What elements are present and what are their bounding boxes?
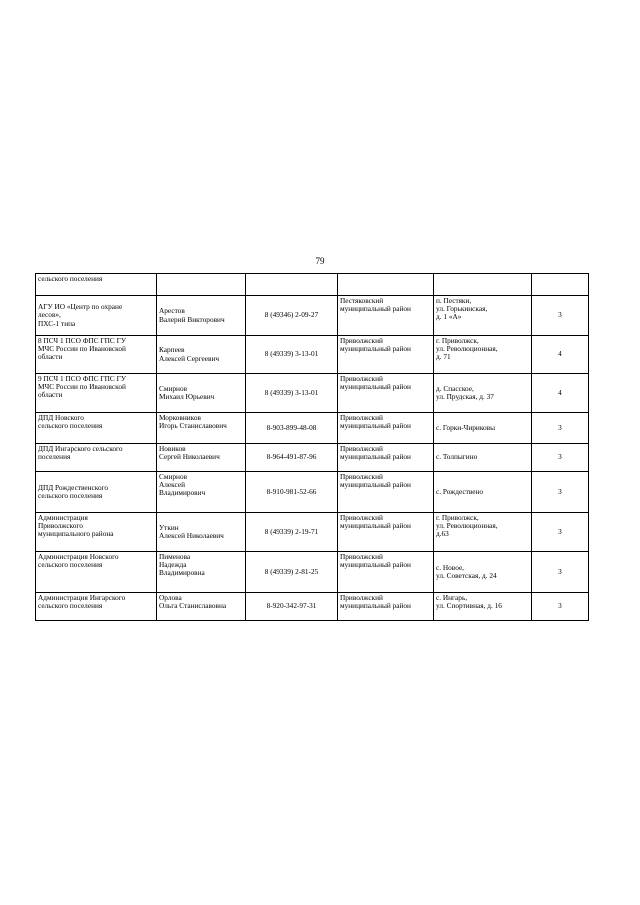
address-cell xyxy=(434,274,532,296)
table-row xyxy=(36,336,589,374)
organization-cell: ДПД Новского сельского поселения xyxy=(36,413,157,444)
page-number: 79 xyxy=(315,256,325,266)
district-cell: Приволжский муниципальный район xyxy=(338,413,434,444)
district-cell: Приволжский муниципальный район xyxy=(338,444,434,472)
phone-cell: 8 (49339) 3-13-01 xyxy=(246,336,338,374)
count-cell xyxy=(532,274,589,296)
count-cell: 3 xyxy=(532,472,589,513)
responsible-person-cell: Смирнов Михаил Юрьевич xyxy=(157,374,246,413)
district-cell: Пестяковский муниципальный район xyxy=(338,296,434,336)
phone-cell: 8 (49346) 2-09-27 xyxy=(246,296,338,336)
district-cell: Приволжский муниципальный район xyxy=(338,513,434,552)
district-cell xyxy=(338,274,434,296)
table-row xyxy=(36,296,589,336)
address-cell: д. Спасское, ул. Прудская, д. 37 xyxy=(434,374,532,413)
count-cell: 3 xyxy=(532,296,589,336)
table-row xyxy=(36,374,589,413)
phone-cell: 8 (49339) 2-19-71 xyxy=(246,513,338,552)
table-row xyxy=(36,552,589,593)
address-cell: п. Пестяки, ул. Горькинская, д. 1 «А» xyxy=(434,296,532,336)
table-row xyxy=(36,274,589,296)
phone-cell: 8-920-342-97-31 xyxy=(246,593,338,621)
responsible-person-cell: Морковников Игорь Станиславович xyxy=(157,413,246,444)
responsible-person-cell: Новиков Сергей Николаевич xyxy=(157,444,246,472)
table-row xyxy=(36,444,589,472)
responsible-person-cell xyxy=(157,274,246,296)
responsible-person-cell: Карпеев Алексей Сергеевич xyxy=(157,336,246,374)
count-cell: 3 xyxy=(532,413,589,444)
district-cell: Приволжский муниципальный район xyxy=(338,552,434,593)
organization-cell: 9 ПСЧ 1 ПСО ФПС ГПС ГУ МЧС России по Ивановской области xyxy=(36,374,157,413)
address-cell: с. Рождествено xyxy=(434,472,532,513)
organization-cell: Администрация Приволжского муниципального района xyxy=(36,513,157,552)
units-table xyxy=(35,273,589,621)
table-row xyxy=(36,513,589,552)
phone-cell: 8 (49339) 3-13-01 xyxy=(246,374,338,413)
phone-cell xyxy=(246,274,338,296)
address-cell: г. Приволжск, ул. Революционная, д.63 xyxy=(434,513,532,552)
responsible-person-cell: Орлова Ольга Станиславовна xyxy=(157,593,246,621)
count-cell: 4 xyxy=(532,374,589,413)
organization-cell: сельского поселения xyxy=(36,274,157,296)
address-cell: с. Горки-Чириковы xyxy=(434,413,532,444)
count-cell: 4 xyxy=(532,336,589,374)
phone-cell: 8 (49339) 2-81-25 xyxy=(246,552,338,593)
address-cell: г. Приволжск, ул. Революционная, д. 71 xyxy=(434,336,532,374)
district-cell: Приволжский муниципальный район xyxy=(338,593,434,621)
count-cell: 3 xyxy=(532,444,589,472)
address-cell: с. Новое, ул. Советская, д. 24 xyxy=(434,552,532,593)
count-cell: 3 xyxy=(532,552,589,593)
count-cell: 3 xyxy=(532,593,589,621)
address-cell: с. Толпыгино xyxy=(434,444,532,472)
responsible-person-cell: Смирнов Алексей Владимирович xyxy=(157,472,246,513)
organization-cell: Администрация Ингарского сельского поселения xyxy=(36,593,157,621)
phone-cell: 8-910-981-52-66 xyxy=(246,472,338,513)
table-row xyxy=(36,472,589,513)
responsible-person-cell: Пименова Надежда Владимировна xyxy=(157,552,246,593)
table-row xyxy=(36,593,589,621)
organization-cell: ДПД Ингарского сельского поселения xyxy=(36,444,157,472)
district-cell: Приволжский муниципальный район xyxy=(338,374,434,413)
organization-cell: ДПД Рождественского сельского поселения xyxy=(36,472,157,513)
table-row xyxy=(36,413,589,444)
responsible-person-cell: Арестов Валерий Викторович xyxy=(157,296,246,336)
organization-cell: Администрация Новского сельского поселения xyxy=(36,552,157,593)
responsible-person-cell: Уткин Алексей Николаевич xyxy=(157,513,246,552)
count-cell: 3 xyxy=(532,513,589,552)
phone-cell: 8-964-491-87-96 xyxy=(246,444,338,472)
district-cell: Приволжский муниципальный район xyxy=(338,336,434,374)
district-cell: Приволжский муниципальный район xyxy=(338,472,434,513)
phone-cell: 8-903-899-48-08 xyxy=(246,413,338,444)
organization-cell: 8 ПСЧ 1 ПСО ФПС ГПС ГУ МЧС России по Ивановской области xyxy=(36,336,157,374)
organization-cell: АГУ ИО «Центр по охране лесов», ПХС-1 типа xyxy=(36,296,157,336)
address-cell: с. Ингарь, ул. Спортивная, д. 16 xyxy=(434,593,532,621)
